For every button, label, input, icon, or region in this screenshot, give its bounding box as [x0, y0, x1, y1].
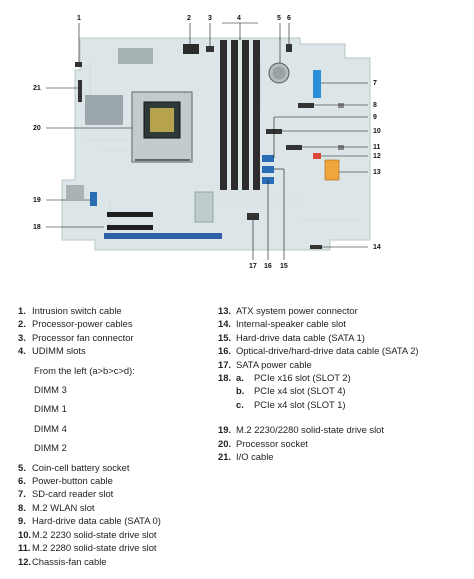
power-button-connector [286, 44, 292, 52]
legend-item [18, 541, 161, 554]
callout-3: 3 [208, 15, 212, 22]
legend-number: 6. [18, 475, 26, 487]
legend-number: 2. [18, 318, 26, 330]
legend-text: M.2 2280 solid-state drive slot [32, 542, 157, 554]
legend-number: 1. [18, 305, 26, 316]
legend-text: Power-button cable [32, 475, 113, 487]
callout-6: 6 [287, 15, 291, 22]
legend-text: M.2 WLAN slot [32, 501, 95, 513]
legend-item [18, 331, 161, 344]
io-cable-connector [78, 80, 82, 102]
legend-item-18a [218, 371, 419, 384]
legend-number: 17. [218, 358, 232, 370]
io-ports-stack [66, 185, 84, 199]
callout-7: 7 [373, 80, 377, 87]
legend-number: 15. [218, 331, 232, 343]
dimm-order-note: From the left (a>b>c>d): [34, 364, 135, 376]
m2-slot-19 [90, 192, 97, 206]
callout-5: 5 [277, 15, 281, 22]
callout-4: 4 [237, 15, 241, 22]
legend-text: M.2 2230 solid-state drive slot [32, 528, 157, 540]
motherboard-outline [62, 38, 370, 250]
legend-number: 10. [18, 528, 32, 540]
m2-2280-slot [286, 145, 302, 150]
legend-text: Processor fan connector [32, 331, 134, 343]
callout-10: 10 [373, 128, 381, 135]
callout-12: 12 [373, 153, 381, 160]
legend-item [218, 344, 419, 357]
legend-text: PCIe x16 slot (SLOT 2) [254, 372, 351, 384]
legend-number: 21. [218, 451, 232, 463]
pcie-x4-slot-4 [107, 225, 153, 230]
legend-number: 9. [18, 515, 26, 527]
legend-subletter: b. [236, 385, 245, 397]
legend-text: Intrusion switch cable [32, 305, 122, 316]
callout-14: 14 [373, 244, 381, 251]
legend-text: Internal-speaker cable slot [236, 318, 346, 330]
chassis-fan-connector [313, 153, 321, 159]
legend-text: Coin-cell battery socket [32, 461, 130, 473]
callout-20: 20 [33, 125, 41, 132]
dimm-order-item: DIMM 1 [34, 403, 67, 415]
dimm-slot-a [220, 40, 227, 190]
sata0-connector [262, 155, 274, 162]
chip-area [118, 48, 153, 64]
dimm-slot-d [253, 40, 260, 190]
legend-item [18, 501, 161, 514]
sata1-connector [262, 166, 274, 173]
legend-number: 12. [18, 555, 32, 567]
legend-text: Hard-drive data cable (SATA 0) [32, 515, 161, 527]
legend-item [218, 331, 419, 344]
legend-item [18, 528, 161, 541]
vrm-heatsink [85, 95, 123, 125]
dimm-order-item: DIMM 4 [34, 422, 67, 434]
processor-fan-connector [206, 46, 214, 52]
legend-number: 19. [218, 424, 232, 436]
dimm-slot-b [231, 40, 238, 190]
m2-2280-standoff [338, 145, 344, 150]
legend-left [18, 304, 161, 568]
legend-item [218, 358, 419, 371]
legend-subletter: a. [236, 372, 244, 384]
callout-17: 17 [249, 263, 257, 270]
legend-item [18, 487, 161, 500]
legend-item-18c [218, 398, 419, 411]
legend-number: 18. [218, 372, 232, 384]
processor-power-connector [183, 44, 199, 54]
legend-item [18, 317, 161, 330]
processor-socket-pad [150, 108, 174, 132]
callout-8: 8 [373, 102, 377, 109]
legend-text: SATA power cable [236, 358, 312, 370]
legend-text: PCIe x4 slot (SLOT 1) [254, 398, 346, 410]
callout-16: 16 [264, 263, 272, 270]
legend-text: SD-card reader slot [32, 488, 114, 500]
legend-number: 5. [18, 461, 26, 473]
intrusion-switch-connector [75, 62, 82, 67]
callout-11: 11 [373, 144, 381, 151]
callout-9: 9 [373, 114, 377, 121]
legend-number: 13. [218, 305, 232, 316]
legend-item [218, 423, 419, 436]
sata-power-connector [247, 213, 259, 220]
pcie-x16-slot-2 [104, 233, 222, 239]
legend-text: Optical-drive/hard-drive data cable (SATA 2) [236, 345, 419, 357]
legend-item [218, 304, 419, 317]
legend-number: 7. [18, 488, 26, 500]
internal-speaker-slot [310, 245, 322, 249]
dimm-slot-c [242, 40, 249, 190]
legend-item [18, 461, 161, 474]
legend-item [218, 437, 419, 450]
legend-number: 8. [18, 501, 26, 513]
callout-13: 13 [373, 169, 381, 176]
coin-cell-inner [273, 67, 286, 80]
atx-power-connector [325, 160, 339, 180]
legend-item [18, 474, 161, 487]
legend-text: M.2 2230/2280 solid-state drive slot [236, 424, 384, 436]
callout-21: 21 [33, 85, 41, 92]
legend-number: 16. [218, 345, 232, 357]
callout-1: 1 [77, 15, 81, 22]
callout-2: 2 [187, 15, 191, 22]
pcie-x4-slot-1 [107, 212, 153, 217]
legend-item [218, 450, 419, 463]
legend-text: Hard-drive data cable (SATA 1) [236, 331, 365, 343]
sd-card-reader-slot [313, 70, 321, 98]
legend-number: 11. [18, 542, 31, 554]
legend-item [18, 344, 161, 357]
legend-text: Chassis-fan cable [32, 555, 107, 567]
legend-item [218, 317, 419, 330]
legend-item [18, 304, 161, 317]
dimm-order-item: DIMM 3 [34, 384, 67, 396]
legend-item [18, 514, 161, 527]
callout-18: 18 [33, 224, 41, 231]
dimm-order-item: DIMM 2 [34, 442, 67, 454]
legend-number: 20. [218, 437, 232, 449]
m2-wlan-standoff [338, 103, 344, 108]
legend-text: UDIMM slots [32, 345, 86, 357]
legend-text: I/O cable [236, 451, 274, 463]
legend-number: 4. [18, 345, 26, 357]
legend-right [218, 304, 419, 463]
callout-15: 15 [280, 263, 288, 270]
chipset [195, 192, 213, 222]
legend-number: 3. [18, 331, 26, 343]
legend-text: PCIe x4 slot (SLOT 4) [254, 385, 346, 397]
legend-subletter: c. [236, 398, 244, 410]
callout-19: 19 [33, 197, 41, 204]
m2-wlan-slot [298, 103, 314, 108]
legend-item [18, 555, 161, 568]
legend-text: ATX system power connector [236, 305, 358, 316]
legend-text: Processor socket [236, 437, 308, 449]
legend-number: 14. [218, 318, 232, 330]
legend-text: Processor-power cables [32, 318, 133, 330]
legend-item-18b [218, 384, 419, 397]
